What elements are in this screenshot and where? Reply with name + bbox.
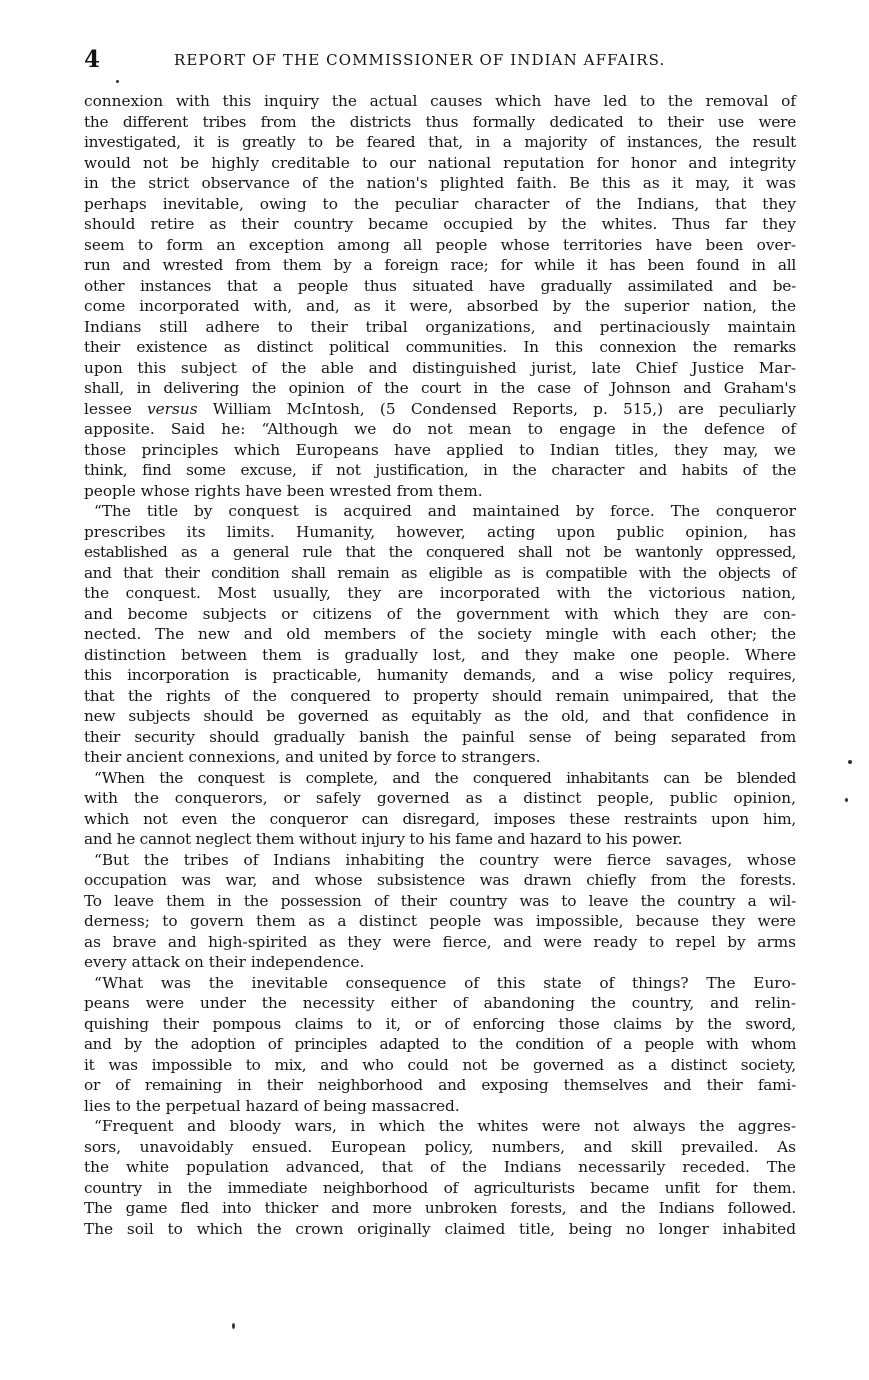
paragraph-6 [84, 1116, 796, 1239]
text-line: “But the tribes of Indians inhabiting the country were fierce savages, whose [94, 850, 796, 869]
text-line: the conquest. Most usually, they are incorporated with the victorious nation, [84, 584, 796, 602]
text-line: “What was the inevitable consequence of this state of things? The Euro- [94, 973, 796, 992]
text-line: lies to the perpetual hazard of being massacred. [84, 1096, 460, 1115]
scan-speck [232, 1323, 235, 1329]
text-line: connexion with this inquiry the actual causes which have led to the removal of [84, 92, 796, 110]
paragraph-2 [84, 501, 796, 768]
text-line: upon this subject of the able and distinguished jurist, late Chief Justice Mar- [84, 358, 796, 377]
text-line: nected. The new and old members of the society mingle with each other; the [84, 625, 796, 643]
text-line [84, 399, 796, 420]
text-line: and become subjects or citizens of the government with which they are con- [84, 604, 796, 623]
text-line: Indians still adhere to their tribal organizations, and pertinaciously maintain [84, 317, 796, 336]
text-line: would not be highly creditable to our national reputation for honor and integrity [84, 153, 796, 172]
text-line: in the strict observance of the nation's plighted faith. Be this as it may, it was [84, 174, 796, 192]
text-line: seem to form an exception among all people whose territories have been over- [84, 235, 796, 254]
text-line: which not even the conqueror can disregard, imposes these restraints upon him, [84, 809, 796, 828]
text-line: country in the immediate neighborhood of agriculturists became unfit for them. [84, 1178, 796, 1197]
paragraph-5 [84, 973, 796, 1117]
text-line: “The title by conquest is acquired and maintained by force. The conqueror [94, 502, 796, 520]
text-line: “Frequent and bloody wars, in which the whites were not always the aggres- [94, 1117, 796, 1135]
text-line: or of remaining in their neighborhood and exposing themselves and their fami- [84, 1076, 796, 1094]
text-line: people whose rights have been wrested from them. [84, 481, 483, 500]
page-number: 4 [84, 46, 101, 73]
text-line: with the conquerors, or safely governed as a distinct people, public opinion, [84, 789, 796, 807]
text-line: every attack on their independence. [84, 953, 365, 971]
text-line: their ancient connexions, and united by force to strangers. [84, 748, 541, 766]
text-line: the white population advanced, that of the Indians necessarily receded. The [84, 1158, 796, 1176]
scan-speck [116, 80, 119, 83]
text-line: prescribes its limits. Humanity, however, acting upon public opinion, has [84, 522, 796, 541]
text-line: that the rights of the conquered to property should remain unimpaired, that the [84, 686, 796, 705]
text-line: run and wrested from them by a foreign race; for while it has been found in all [84, 256, 796, 274]
text-line: perhaps inevitable, owing to the peculiar character of the Indians, that they [84, 194, 796, 213]
text-line: sors, unavoidably ensued. European policy, numbers, and skill prevailed. As [84, 1137, 796, 1156]
text-line: it was impossible to mix, and who could not be governed as a distinct society, [84, 1055, 796, 1074]
text-line: think, find some excuse, if not justification, in the character and habits of the [84, 461, 796, 479]
text-line: “When the conquest is complete, and the conquered inhabitants can be blended [94, 768, 796, 787]
text-fragment: William McIntosh, (5 Condensed Reports, p. 515,) are peculiarly [197, 399, 796, 418]
text-line: peans were under the necessity either of abandoning the country, and relin- [84, 994, 796, 1012]
text-line: To leave them in the possession of their country was to leave the country a wil- [84, 891, 796, 910]
text-line: established as a general rule that the conquered shall not be wantonly oppressed, [84, 543, 796, 561]
text-line: their existence as distinct political communities. In this connexion the remarks [84, 338, 796, 356]
paragraph-3 [84, 768, 796, 850]
running-head: REPORT OF THE COMMISSIONER OF INDIAN AFFAIRS. [174, 51, 666, 69]
text-line: other instances that a people thus situated have gradually assimilated and be- [84, 276, 796, 295]
text-line: derness; to govern them as a distinct people was impossible, because they were [84, 912, 796, 930]
document-page [84, 44, 796, 1239]
text-line: The soil to which the crown originally claimed title, being no longer inhabited [84, 1219, 796, 1238]
body-text [84, 91, 796, 1239]
paragraph-4 [84, 850, 796, 973]
text-line: this incorporation is practicable, humanity demands, and a wise policy requires, [84, 666, 796, 684]
text-line: and that their condition shall remain as eligible as is compatible with the objects of [84, 563, 796, 582]
text-line: quishing their pompous claims to it, or of enforcing those claims by the sword, [84, 1014, 796, 1033]
text-line: occupation was war, and whose subsistence was drawn chiefly from the forests. [84, 871, 796, 889]
page-header [84, 44, 796, 76]
text-line: should retire as their country became occupied by the whites. Thus far they [84, 215, 796, 233]
text-line: investigated, it is greatly to be feared that, in a majority of instances, the result [84, 133, 796, 151]
text-line: shall, in delivering the opinion of the court in the case of Johnson and Graham's [84, 379, 796, 397]
text-fragment: lessee [84, 399, 147, 418]
text-line: as brave and high-spirited as they were fierce, and were ready to repel by arms [84, 932, 796, 951]
text-line: come incorporated with, and, as it were, absorbed by the superior nation, the [84, 297, 796, 315]
text-line: and by the adoption of principles adapted to the condition of a people with whom [84, 1035, 796, 1053]
text-line: the different tribes from the districts thus formally dedicated to their use were [84, 112, 796, 131]
text-line: new subjects should be governed as equitably as the old, and that confidence in [84, 707, 796, 725]
text-line: apposite. Said he: “Although we do not mean to engage in the defence of [84, 420, 796, 438]
scan-speck [845, 798, 848, 802]
paragraph-1 [84, 91, 796, 501]
text-line: those principles which Europeans have applied to Indian titles, they may, we [84, 440, 796, 459]
text-line: distinction between them is gradually lost, and they make one people. Where [84, 645, 796, 664]
text-line: their security should gradually banish the painful sense of being separated from [84, 727, 796, 746]
text-line: The game fled into thicker and more unbroken forests, and the Indians followed. [84, 1199, 796, 1217]
italic-word: versus [146, 399, 198, 418]
text-line: and he cannot neglect them without injury to his fame and hazard to his power. [84, 830, 683, 848]
scan-speck [848, 760, 852, 764]
